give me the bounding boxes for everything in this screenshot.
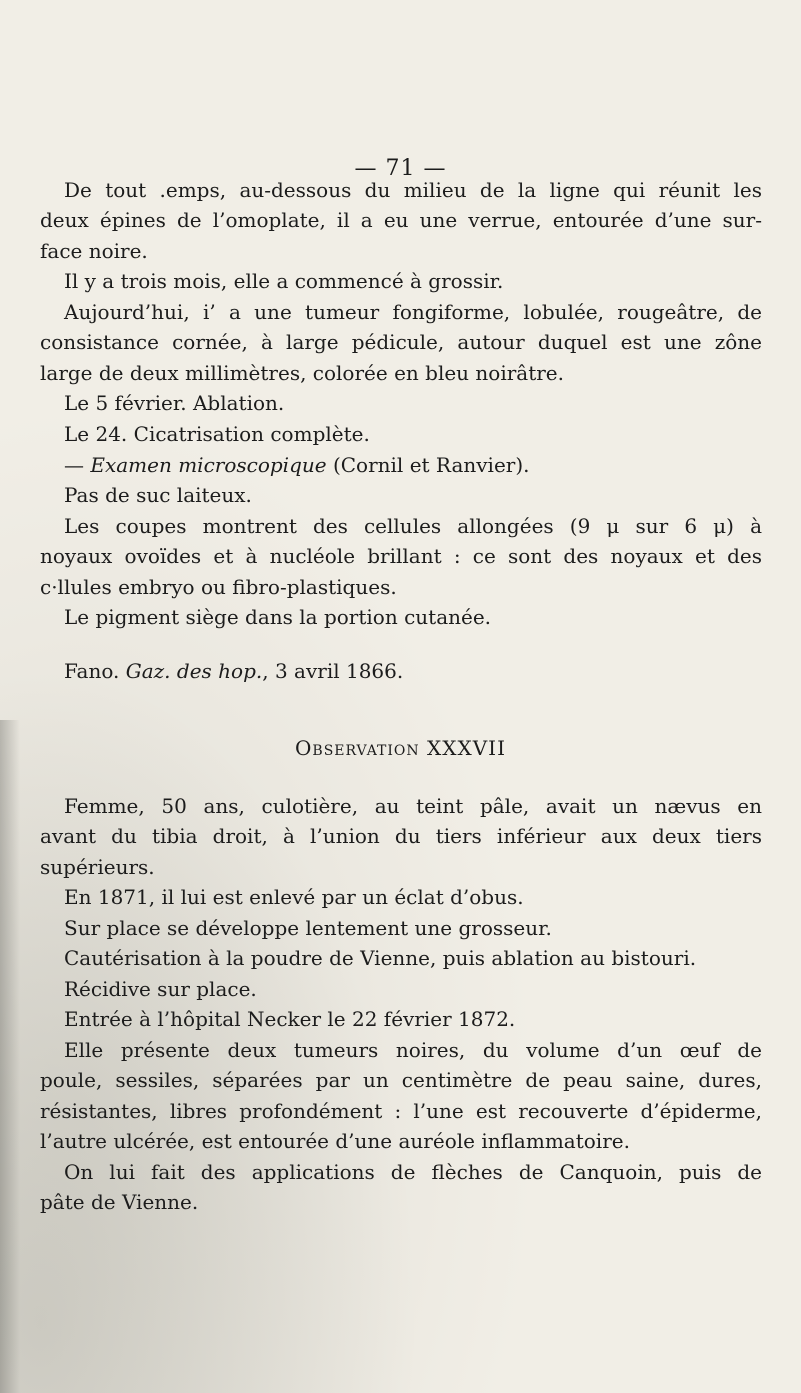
text-line: Les coupes montrent des cellules allongées (9 μ sur 6 μ) à — [64, 514, 762, 538]
text-line: face noire. — [40, 239, 148, 263]
text-line: consistance cornée, à large pédicule, autour duquel est une zône — [40, 330, 762, 354]
text-line: Cautérisation à la poudre de Vienne, puis ablation au bistouri. — [64, 946, 697, 970]
text-line: avant du tibia droit, à l’union du tiers inférieur aux deux tiers — [40, 824, 762, 848]
text-line: deux épines de l’omoplate, il a eu une verrue, entourée d’une sur- — [40, 208, 762, 232]
text-line: poule, sessiles, séparées par un centimètre de peau saine, dures, — [40, 1068, 762, 1092]
reference-journal: Gaz. des hop. — [125, 659, 263, 683]
text-line: On lui fait des applications de flèches de Canquoin, puis de — [64, 1160, 762, 1184]
text-line: Récidive sur place. — [64, 977, 257, 1001]
text-line: Il y a trois mois, elle a commencé à grossir. — [64, 269, 504, 293]
text-line: Femme, 50 ans, culotière, au teint pâle, avait un nævus en — [64, 794, 762, 818]
text-line: Entrée à l’hôpital Necker le 22 février 1872. — [64, 1007, 516, 1031]
examen-line — [64, 450, 762, 481]
examen-suffix: (Cornil et Ranvier). — [326, 453, 530, 477]
text-line: Le pigment siège dans la portion cutanée. — [64, 605, 492, 629]
text-line: Pas de suc laiteux. — [64, 483, 252, 507]
text-line: Elle présente deux tumeurs noires, du volume d’un œuf de — [64, 1038, 762, 1062]
reference-date: , 3 avril 1866. — [262, 659, 404, 683]
text-line: l’autre ulcérée, est entourée d’une auréole inflammatoire. — [40, 1129, 630, 1153]
reference-line — [64, 656, 762, 687]
text-line: Le 5 février. Ablation. — [64, 391, 285, 415]
page-edge-shadow — [0, 720, 20, 1393]
text-line: Le 24. Cicatrisation complète. — [64, 422, 370, 446]
text-line: large de deux millimètres, colorée en bleu noirâtre. — [40, 361, 565, 385]
text-line: résistantes, libres profondément : l’une est recouverte d’épiderme, — [40, 1099, 762, 1123]
text-line: supérieurs. — [40, 855, 155, 879]
text-line: De tout .emps, au-dessous du milieu de la ligne qui réunit les — [64, 178, 762, 202]
reference-author: Fano. — [64, 659, 126, 683]
text-line: noyaux ovoïdes et à nucléole brillant : ce sont des noyaux et des — [40, 544, 762, 568]
text-line: c·llules embryo ou fibro-plastiques. — [40, 575, 397, 599]
examen-prefix: — — [64, 453, 91, 477]
text-line: pâte de Vienne. — [40, 1190, 199, 1214]
text-line: Aujourd’hui, i’ a une tumeur fongiforme, lobulée, rougeâtre, de — [64, 300, 762, 324]
examen-title: Examen microscopique — [90, 453, 327, 477]
observation-heading: Observation XXXVII — [295, 736, 506, 760]
text-line: En 1871, il lui est enlevé par un éclat d’obus. — [64, 885, 524, 909]
page-number: — 71 — — [354, 156, 447, 181]
text-line: Sur place se développe lentement une grosseur. — [64, 916, 552, 940]
